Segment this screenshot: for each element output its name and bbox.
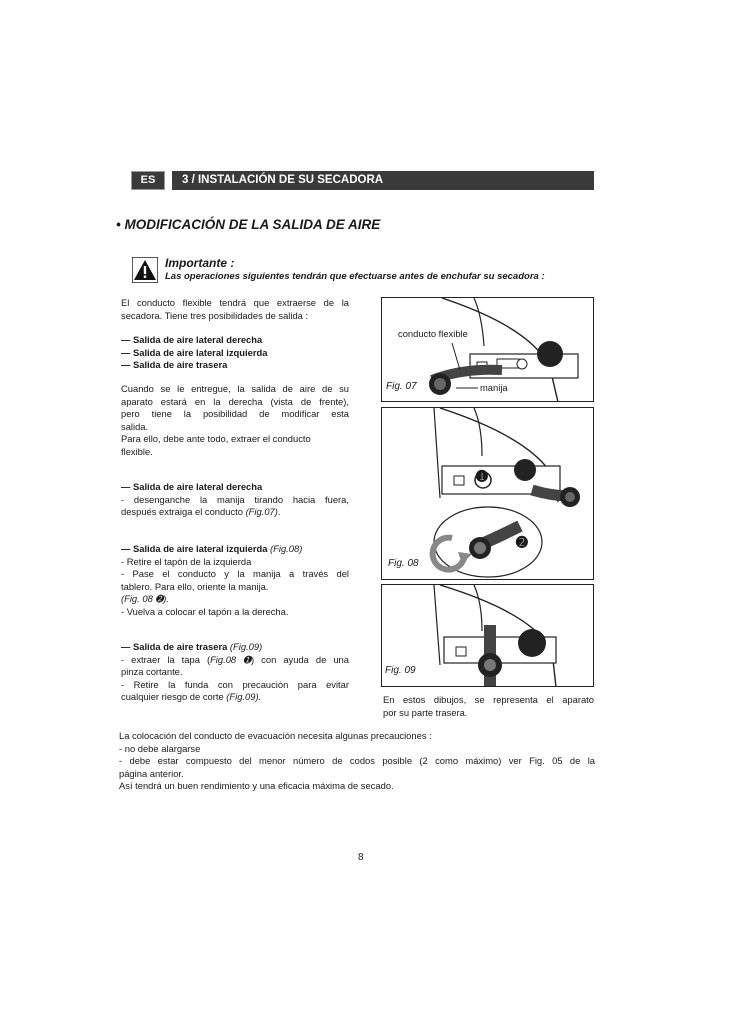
hose-callout: conducto flexible xyxy=(398,328,468,339)
left-outlet-instructions: — Salida de aire lateral izquierda (Fig.08) - Retire el tapón de la izquierda - Pase el conducto y la manija a través del tablero. Para ello, oriente la manija. (Fig. 08 ➋). - Vuelva a colocar el tapón a la derecha. xyxy=(121,543,349,617)
section-title: • MODIFICACIÓN DE LA SALIDA DE AIRE xyxy=(116,217,381,232)
rear-outlet-instructions: — Salida de aire trasera (Fig.09) - extraer la tapa (Fig.08 ➊) con ayuda de una pinza cortante. - Retire la funda con precaución para evitar cualquier riesgo de corte (Fig.09). xyxy=(121,641,349,703)
fig08-marker-1: ➊ xyxy=(476,468,488,484)
important-title: Importante : xyxy=(165,256,235,270)
chapter-header: 3 / INSTALACIÓN DE SU SECADORA xyxy=(172,171,594,190)
fig08-drawing xyxy=(382,408,594,580)
figure-note: En estos dibujos, se representa el aparato por su parte trasera. xyxy=(383,694,594,718)
precautions-paragraph: La colocación del conducto de evacuación necesita algunas precauciones : - no debe alargarse - debe estar compuesto del menor número de codos posible (2 como máximo) ver Fig. 05 de la página anterior. Así tendrá un buen rendimiento y una eficacia máxima de secado. xyxy=(119,730,595,792)
figure-07 xyxy=(381,297,594,402)
fig08-label: Fig. 08 xyxy=(388,558,419,569)
fig07-label: Fig. 07 xyxy=(386,381,417,392)
important-text: Las operaciones siguientes tendrán que efectuarse antes de enchufar su secadora : xyxy=(165,271,545,282)
handle-callout: manija xyxy=(480,382,508,393)
outlet-options xyxy=(121,334,349,372)
figure-08 xyxy=(381,407,594,580)
page-number: 8 xyxy=(358,852,364,863)
option-rear: — Salida de aire trasera xyxy=(121,359,228,371)
right-outlet-instructions: — Salida de aire lateral derecha - desenganche la manija tirando hacia fuera, después extraiga el conducto (Fig.07). xyxy=(121,481,349,518)
delivery-paragraph: Cuando se le entregue, la salida de aire de su aparato estará en la derecha (vista de frente), pero tiene la posibilidad de modificar esta salida. Para ello, debe ante todo, extraer el conducto flexible. xyxy=(121,383,349,457)
figure-09 xyxy=(381,584,594,687)
intro-paragraph: El conducto flexible tendrá que extraerse de la secadora. Tiene tres posibilidades de salida : xyxy=(121,297,349,321)
warning-icon xyxy=(132,257,158,283)
fig08-marker-2: ➋ xyxy=(516,534,528,550)
option-right: — Salida de aire lateral derecha xyxy=(121,334,263,345)
language-badge: ES xyxy=(131,171,165,190)
option-left: — Salida de aire lateral izquierda xyxy=(121,346,268,358)
fig09-label: Fig. 09 xyxy=(385,665,416,676)
